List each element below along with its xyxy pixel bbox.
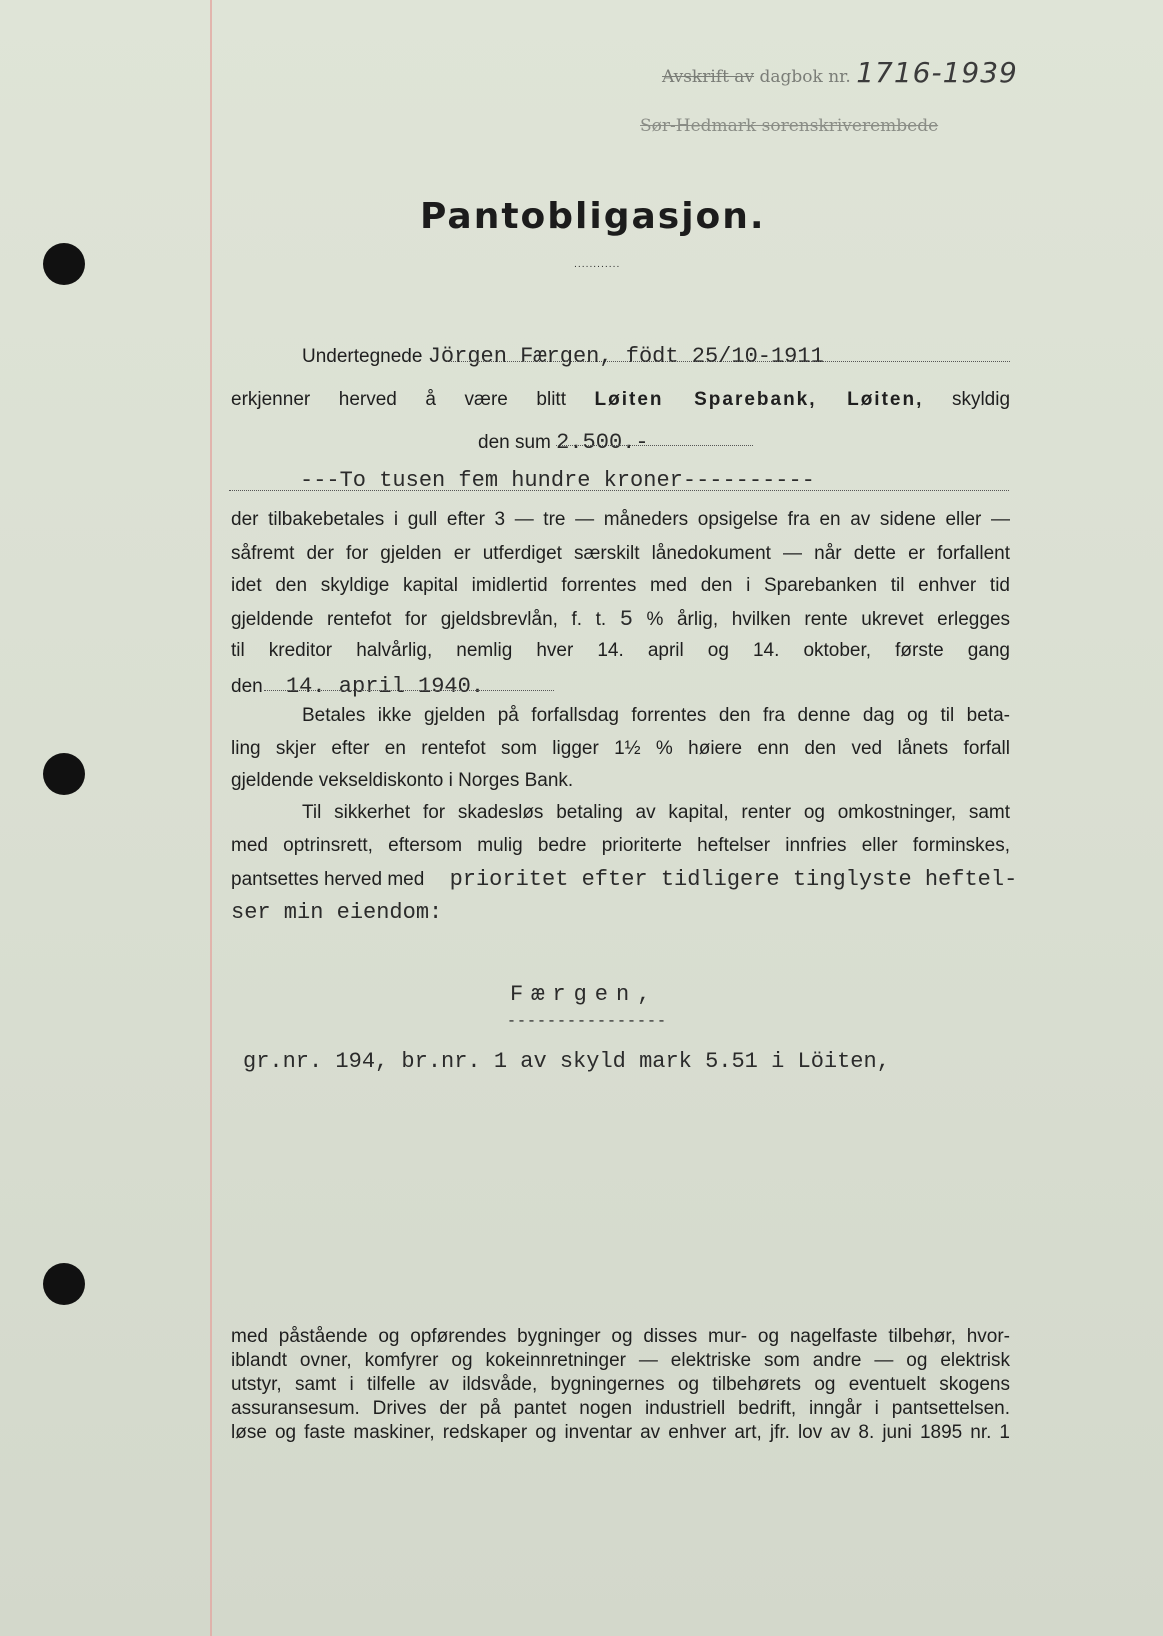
journal-stamp [662, 56, 1018, 89]
paragraph2-line: ling skjer efter en rentefot som ligger 1½ % høiere enn den ved lånets forfall [231, 738, 1010, 759]
sum-in-words: ---To tusen fem hundre kroner---------- [300, 468, 815, 493]
undertegnede-label: Undertegnede [302, 346, 423, 367]
paragraph2-line: gjeldende vekseldiskonto i Norges Bank. [231, 770, 574, 791]
paragraph3-line: med optrinsrett, eftersom mulig bedre prioriterte heftelser innfries eller forminskes, [231, 835, 1010, 856]
stamp-prefix: Avskrift av [662, 67, 755, 87]
pantsettes-row [231, 867, 1017, 892]
page-title: Pantobligasjon. [420, 196, 766, 237]
property-name: Færgen, [510, 982, 659, 1007]
punch-hole-bottom [43, 1263, 85, 1305]
first-date-value: 14. april 1940. [285, 674, 485, 699]
margin-rule [210, 0, 212, 1636]
first-date-row [231, 674, 484, 699]
rate-text-before: gjeldende rentefot for gjeldsbrevlån, f. t. [231, 609, 607, 630]
rate-text-after: % årlig, hvilken rente ukrevet erlegges [646, 609, 1011, 630]
closing-line: med påstående og opførendes bygninger og disses mur- og nagelfaste tilbehør, hvor- [231, 1326, 1010, 1347]
title-ornament: ............ [574, 260, 621, 270]
office-name: Sør-Hedmark sorenskriverembede [640, 116, 939, 136]
paragraph1-line: idet den skyldige kapital imidlertid forrentes med den i Sparebanken til enhver tid [231, 575, 1010, 596]
undertegnede-row [302, 344, 824, 369]
pantsettes-typed-cont: ser min eiendom: [231, 900, 443, 925]
dotted-fill-line [556, 445, 753, 446]
pantsettes-label: pantsettes herved med [231, 869, 425, 890]
closing-line: iblandt ovner, komfyrer og kokeinnretninger — elektriske som andre — og elektrisk [231, 1350, 1010, 1371]
erkjenner-text: erkjenner herved å være blitt [231, 389, 566, 410]
stamp-label: dagbok nr. [759, 67, 851, 87]
paragraph1-line: der tilbakebetales i gull efter 3 — tre — måneders opsigelse fra en av sidene eller — [231, 509, 1010, 530]
rate-row [231, 607, 1010, 632]
paragraph3-line: Til sikkerhet for skadesløs betaling av kapital, renter og omkostninger, samt [302, 802, 1010, 823]
interest-rate: 5 [619, 607, 633, 632]
stamp-number: 1716-1939 [856, 56, 1018, 89]
sum-row [478, 430, 649, 455]
paragraph1-line: såfremt der for gjelden er utferdiget særskilt lånedokument — når dette er forfallent [231, 543, 1010, 564]
erkjenner-after: skyldig [951, 389, 1011, 410]
dotted-fill-line [264, 690, 554, 691]
closing-line: utstyr, samt i tilfelle av ildsvåde, bygningernes og tilbehørets og eventuelt skogens [231, 1374, 1010, 1395]
office-stamp [640, 116, 938, 136]
dotted-fill-line [229, 490, 1009, 491]
property-details: gr.nr. 194, br.nr. 1 av skyld mark 5.51 i Löiten, [243, 1049, 890, 1074]
closing-line: løse og faste maskiner, redskaper og inventar av enhver art, jfr. lov av 8. juni 1895 nr. 1 [231, 1422, 1010, 1443]
bank-name: Løiten Sparebank, Løiten, [594, 389, 924, 410]
debtor-name: Jörgen Færgen, födt 25/10-1911 [427, 344, 824, 369]
sum-label: den sum [478, 432, 551, 453]
paragraph2-line: Betales ikke gjelden på forfallsdag forrentes den fra denne dag og til beta- [302, 705, 1010, 726]
pantsettes-typed: prioritet efter tidligere tinglyste heftel- [449, 867, 1018, 892]
closing-line: assuransesum. Drives der på pantet nogen industriell bedrift, inngår i pantsettelsen. [231, 1398, 1010, 1419]
property-underline: ---------------- [507, 1013, 668, 1030]
erkjenner-row [231, 389, 1010, 411]
dotted-fill-line [447, 361, 1010, 362]
sum-value: 2.500.- [556, 430, 649, 455]
first-date-label: den [231, 676, 263, 697]
punch-hole-top [43, 243, 85, 285]
paragraph1-line: til kreditor halvårlig, nemlig hver 14. april og 14. oktober, første gang [231, 640, 1010, 661]
punch-hole-middle [43, 753, 85, 795]
